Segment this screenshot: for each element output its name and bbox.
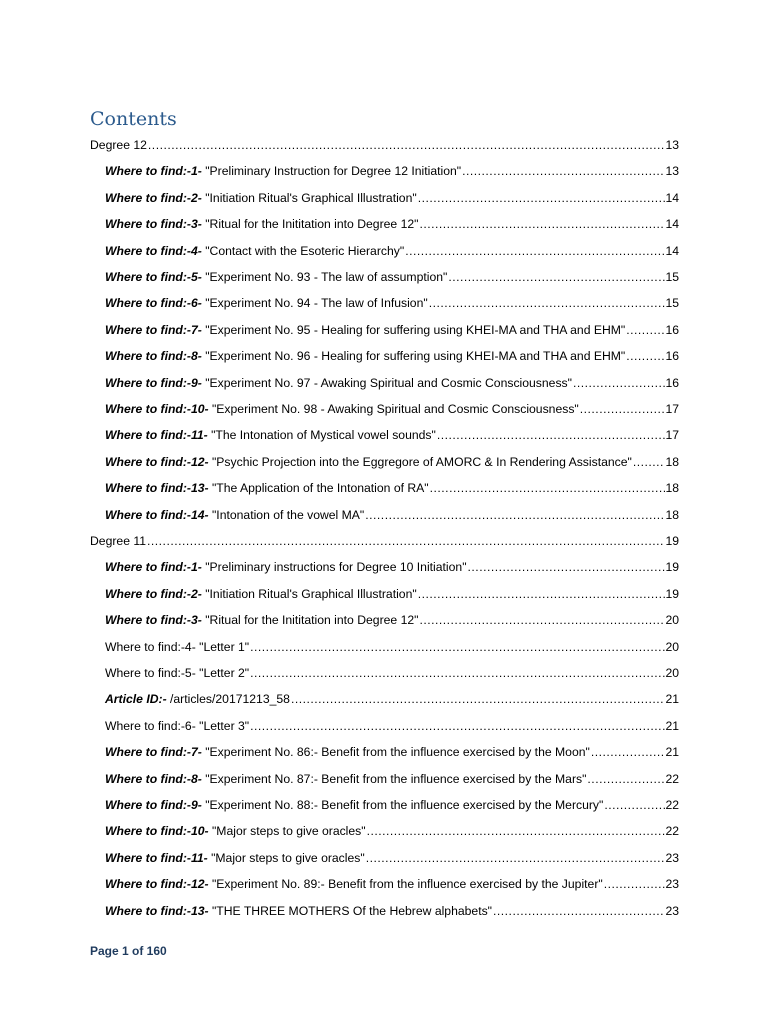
- toc-subentry[interactable]: [105, 269, 679, 285]
- dot-leader: [366, 823, 666, 839]
- toc-entry-title: "Experiment No. 86:- Benefit from the influence exercised by the Moon": [201, 745, 590, 760]
- toc-entry-text: [105, 507, 364, 523]
- dot-leader: [447, 269, 665, 285]
- toc-page-number: 18: [665, 507, 679, 522]
- toc-page-number: 14: [665, 243, 679, 258]
- toc-entry-prefix: Where to find:-4-: [105, 639, 196, 654]
- toc-page-number: 23: [665, 850, 679, 865]
- toc-entry-title: "Major steps to give oracles": [208, 824, 366, 839]
- toc-entry-prefix: Where to find:-5-: [105, 666, 196, 680]
- toc-page-number: 22: [665, 798, 679, 812]
- toc-entry-prefix: Where to find:-6-: [105, 718, 196, 733]
- toc-page-number: 14: [665, 190, 679, 205]
- toc-entry-text: [105, 850, 365, 866]
- toc-entry-title: "Letter 2": [195, 666, 250, 680]
- toc-entry-text: [105, 216, 418, 232]
- toc-entry-prefix: Where to find:-12-: [105, 877, 209, 892]
- toc-entry-text: [105, 454, 632, 470]
- toc-subentry[interactable]: [105, 612, 679, 628]
- toc-entry-title: "Experiment No. 87:- Benefit from the influence exercised by the Mars": [201, 771, 587, 786]
- toc-entry-text: [105, 691, 290, 707]
- dot-leader: [364, 507, 665, 523]
- toc-entry-prefix: Where to find:-11-: [105, 850, 208, 865]
- toc-subentry[interactable]: [105, 771, 679, 787]
- toc-entry-title: "Contact with the Esoteric Hierarchy": [201, 243, 405, 258]
- toc-page-number: 15: [665, 296, 679, 311]
- toc-page-number: 19: [665, 586, 679, 601]
- dot-leader: [590, 744, 666, 760]
- dot-leader: [365, 850, 666, 866]
- dot-leader: [492, 903, 665, 919]
- toc-entry-title: "Experiment No. 94 - The law of Infusion": [201, 296, 428, 311]
- toc-subentry[interactable]: [105, 586, 679, 602]
- toc-entry-prefix: Where to find:-12-: [105, 454, 209, 469]
- toc-page-number: 21: [665, 718, 679, 733]
- toc-subentry[interactable]: [105, 480, 679, 496]
- toc-subentry[interactable]: [105, 559, 679, 575]
- toc-page-number: 13: [665, 138, 679, 152]
- dot-leader: [428, 295, 666, 311]
- toc-subentry[interactable]: [105, 454, 679, 470]
- toc-entry-prefix: Where to find:-13-: [105, 481, 209, 496]
- toc-entry-title: "Intonation of the vowel MA": [208, 507, 365, 522]
- toc-entry-text: [105, 876, 603, 892]
- toc-entry-text: [105, 797, 603, 813]
- toc-subentry[interactable]: [105, 401, 679, 417]
- toc-entry-title: "Major steps to give oracles": [207, 850, 365, 865]
- page-footer: Page 1 of 160: [90, 944, 167, 958]
- toc-entry-prefix: Where to find:-9-: [105, 798, 202, 812]
- toc-entry-prefix: Where to find:-1-: [105, 164, 202, 179]
- toc-page-number: 23: [665, 903, 679, 918]
- toc-entry-prefix: Where to find:-3-: [105, 217, 202, 232]
- toc-entry-title: "Letter 1": [195, 639, 250, 654]
- dot-leader: [461, 163, 665, 179]
- toc-entry-prefix: Where to find:-11-: [105, 428, 208, 443]
- toc-entry-text: [90, 137, 147, 153]
- toc-page-number: 16: [665, 349, 679, 364]
- toc-entry-text: [105, 348, 625, 364]
- toc-subentry[interactable]: [105, 243, 679, 259]
- toc-subentry[interactable]: [105, 163, 679, 179]
- toc-page-number: 21: [665, 745, 679, 760]
- toc-subentry[interactable]: [105, 691, 679, 707]
- toc-entry-text: [105, 322, 625, 338]
- toc-page-number: 23: [665, 877, 679, 892]
- dot-leader: [249, 665, 665, 681]
- toc-subentry[interactable]: [105, 718, 679, 734]
- toc-page-number: 18: [665, 481, 679, 496]
- dot-leader: [625, 322, 665, 338]
- toc-page-number: 15: [665, 270, 679, 284]
- toc-entry-prefix: Where to find:-5-: [105, 270, 202, 284]
- toc-entry-text: [105, 718, 249, 734]
- toc-subentry[interactable]: [105, 322, 679, 338]
- toc-entry-prefix: Where to find:-4-: [105, 243, 202, 258]
- toc-entry-prefix: Where to find:-2-: [105, 586, 202, 601]
- toc-section-entry[interactable]: [90, 533, 679, 549]
- toc-subentry[interactable]: [105, 190, 679, 206]
- toc-subentry[interactable]: [105, 348, 679, 364]
- toc-entry-text: [105, 744, 590, 760]
- toc-entry-prefix: Where to find:-8-: [105, 349, 202, 364]
- toc-entry-title: "Experiment No. 89:- Benefit from the influence exercised by the Jupiter": [208, 877, 603, 892]
- toc-entry-title: "Letter 3": [195, 718, 250, 733]
- toc-entry-title: "Initiation Ritual's Graphical Illustration": [201, 586, 417, 601]
- toc-subentry[interactable]: [105, 427, 679, 443]
- toc-entry-prefix: Where to find:-8-: [105, 771, 202, 786]
- toc-page-number: 20: [665, 639, 679, 654]
- dot-leader: [625, 348, 665, 364]
- toc-entry-title: "Experiment No. 88:- Benefit from the influence exercised by the Mercury": [201, 798, 604, 812]
- toc-subentry[interactable]: [105, 375, 679, 391]
- toc-subentry[interactable]: [105, 639, 679, 655]
- toc-entry-title: "Experiment No. 96 - Healing for suffering using KHEI-MA and THA and EHM": [201, 349, 626, 364]
- toc-entry-text: [105, 612, 418, 628]
- dot-leader: [404, 243, 665, 259]
- toc-entry-title: /articles/20171213_58: [166, 692, 290, 707]
- toc-entry-prefix: Where to find:-13-: [105, 903, 209, 918]
- dot-leader: [586, 771, 665, 787]
- toc-entry-title: "The Intonation of Mystical vowel sounds": [207, 428, 436, 443]
- toc-entry-prefix: Article ID:-: [105, 692, 167, 707]
- dot-leader: [467, 559, 666, 575]
- dot-leader: [632, 454, 666, 470]
- toc-entry-text: [105, 375, 572, 391]
- toc-entry-title: "Psychic Projection into the Eggregore of AMORC & In Rendering Assistance": [208, 454, 632, 469]
- toc-section-entry[interactable]: [90, 137, 679, 153]
- toc-subentry[interactable]: [105, 903, 679, 919]
- toc-entry-title: "Initiation Ritual's Graphical Illustration": [201, 190, 417, 205]
- toc-entry-prefix: Where to find:-3-: [105, 613, 202, 628]
- toc-entry-prefix: Where to find:-6-: [105, 296, 202, 311]
- toc-page-number: 19: [665, 560, 679, 575]
- dot-leader: [603, 797, 665, 813]
- toc-entry-text: [90, 533, 146, 549]
- toc-entry-text: [105, 665, 249, 681]
- toc-entry-title: "Ritual for the Inititation into Degree 12": [201, 217, 419, 232]
- toc-entry-title: Degree 11: [90, 534, 147, 548]
- toc-subentry[interactable]: [105, 823, 679, 839]
- dot-leader: [146, 533, 665, 549]
- dot-leader: [603, 876, 666, 892]
- toc-entry-prefix: Where to find:-10-: [105, 402, 209, 416]
- toc-entry-text: [105, 586, 417, 602]
- toc-entry-text: [105, 243, 404, 259]
- toc-page-number: 19: [665, 534, 679, 548]
- toc-page-number: 18: [665, 454, 679, 469]
- toc-entry-title: Degree 12: [90, 138, 147, 152]
- toc-entry-text: [105, 480, 429, 496]
- toc-page-number: 22: [665, 771, 679, 786]
- toc-page-number: 20: [665, 613, 679, 628]
- toc-entry-text: [105, 823, 366, 839]
- toc-entry-title: "Experiment No. 93 - The law of assumption": [201, 270, 448, 284]
- toc-entry-text: [105, 269, 447, 285]
- toc-subentry[interactable]: [105, 850, 679, 866]
- dot-leader: [418, 216, 665, 232]
- toc-page-number: 17: [665, 428, 679, 443]
- toc-page-number: 17: [665, 402, 679, 416]
- toc-entry-text: [105, 559, 467, 575]
- toc-entry-prefix: Where to find:-10-: [105, 824, 209, 839]
- toc-subentry[interactable]: [105, 295, 679, 311]
- toc-entry-title: "Ritual for the Inititation into Degree 12": [201, 613, 419, 628]
- toc-subentry[interactable]: [105, 797, 679, 813]
- toc-page-number: 16: [665, 322, 679, 337]
- toc-entry-title: "The Application of the Intonation of RA": [208, 481, 429, 496]
- toc-page-number: 16: [665, 375, 679, 390]
- toc-subentry[interactable]: [105, 876, 679, 892]
- toc-entry-prefix: Where to find:-14-: [105, 507, 209, 522]
- toc-entry-text: [105, 427, 436, 443]
- toc-entry-prefix: Where to find:-2-: [105, 190, 202, 205]
- toc-entry-prefix: Where to find:-7-: [105, 322, 202, 337]
- toc-page-number: 14: [665, 217, 679, 232]
- toc-page-number: 21: [665, 692, 679, 707]
- toc-entry-text: [105, 903, 492, 919]
- toc-entry-title: "Preliminary Instruction for Degree 12 Initiation": [201, 164, 462, 179]
- toc-page-number: 20: [665, 666, 679, 680]
- toc-page-number: 22: [665, 824, 679, 839]
- toc-entry-title: "Experiment No. 97 - Awaking Spiritual and Cosmic Consciousness": [201, 375, 572, 390]
- toc-entry-prefix: Where to find:-7-: [105, 745, 202, 760]
- dot-leader: [418, 612, 665, 628]
- toc-entry-title: "Preliminary instructions for Degree 10 Initiation": [201, 560, 467, 575]
- dot-leader: [436, 427, 666, 443]
- toc-entry-text: [105, 771, 586, 787]
- toc-entry-title: "Experiment No. 95 - Healing for suffering using KHEI-MA and THA and EHM": [201, 322, 626, 337]
- toc-entry-title: "Experiment No. 98 - Awaking Spiritual and Cosmic Consciousness": [208, 402, 579, 416]
- dot-leader: [417, 586, 666, 602]
- dot-leader: [249, 718, 665, 734]
- dot-leader: [417, 190, 666, 206]
- toc-subentry[interactable]: [105, 744, 679, 760]
- toc-subentry[interactable]: [105, 216, 679, 232]
- toc-entry-text: [105, 639, 249, 655]
- toc-entry-text: [105, 295, 428, 311]
- dot-leader: [147, 137, 666, 153]
- dot-leader: [290, 691, 665, 707]
- dot-leader: [429, 480, 666, 496]
- toc-entry-text: [105, 190, 417, 206]
- toc-heading: Contents: [90, 108, 177, 130]
- dot-leader: [572, 375, 665, 391]
- dot-leader: [579, 401, 666, 417]
- toc-subentry[interactable]: [105, 507, 679, 523]
- toc-subentry[interactable]: [105, 665, 679, 681]
- toc-entry-text: [105, 163, 461, 179]
- toc-entry-prefix: Where to find:-1-: [105, 560, 202, 575]
- toc-entry-text: [105, 401, 579, 417]
- toc-page-number: 13: [665, 164, 679, 179]
- toc-entry-prefix: Where to find:-9-: [105, 375, 202, 390]
- dot-leader: [249, 639, 665, 655]
- toc-entry-title: "THE THREE MOTHERS Of the Hebrew alphabets": [208, 903, 493, 918]
